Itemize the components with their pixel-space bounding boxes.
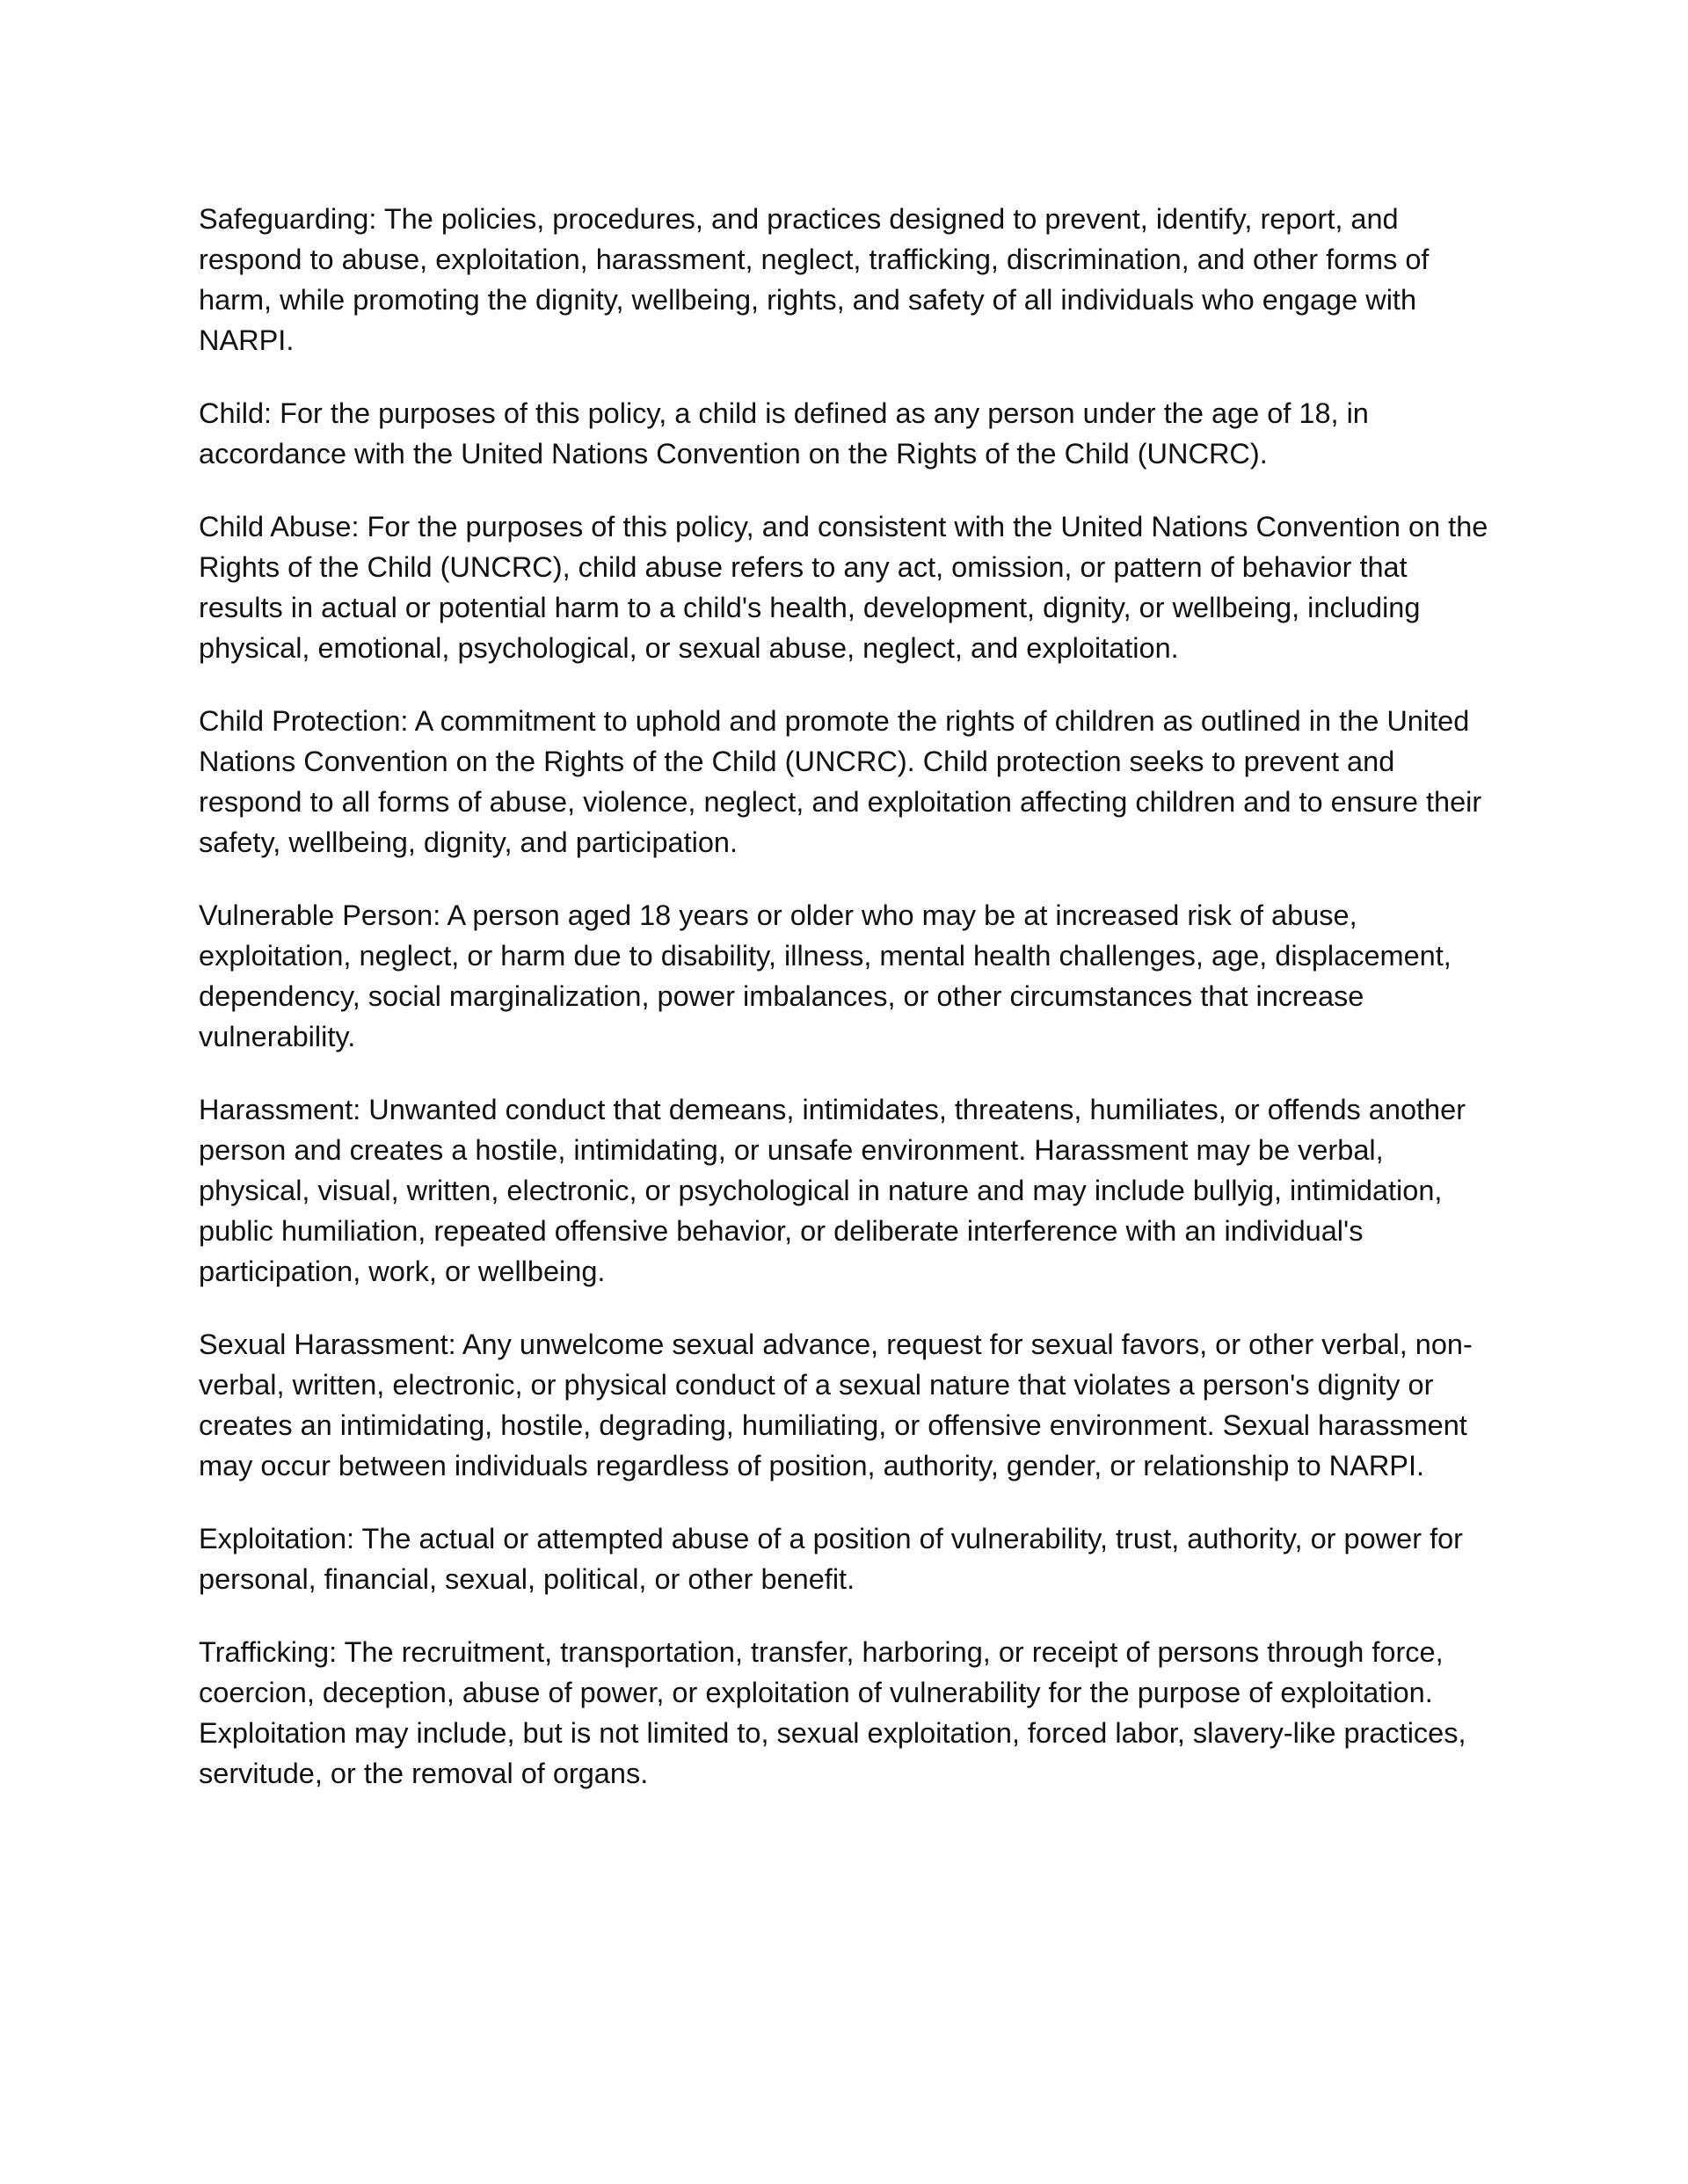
definition-exploitation: Exploitation: The actual or attempted abuse of a position of vulnerability, trust, authority, or power for personal, financial, sexual, political, or other benefit.	[199, 1523, 1463, 1595]
definition-safeguarding: Safeguarding: The policies, procedures, and practices designed to prevent, identify, report, and respond to abuse, exploitation, harassment, neglect, trafficking, discrimination, and other forms of harm, while promoting the dignity, wellbeing, rights, and safety of all individuals who engage with NARPI.	[199, 203, 1430, 356]
definition-child-abuse: Child Abuse: For the purposes of this policy, and consistent with the United Nations Convention on the Rights of the Child (UNCRC), child abuse refers to any act, omission, or pattern of behavior that results in actual or potential harm to a child's health, development, dignity, or wellbeing, including physical, emotional, psychological, or sexual abuse, neglect, and exploitation.	[199, 511, 1488, 664]
document-body	[199, 199, 1491, 1794]
definition-child: Child: For the purposes of this policy, a child is defined as any person under the age of 18, in accordance with the United Nations Convention on the Rights of the Child (UNCRC).	[199, 397, 1369, 470]
definition-harassment: Harassment: Unwanted conduct that demeans, intimidates, threatens, humiliates, or offends another person and creates a hostile, intimidating, or unsafe environment. Harassment may be verbal, physical, visual, written, electronic, or psychological in nature and may include bullyig, intimidation, public humiliation, repeated offensive behavior, or deliberate interference with an individual's participation, work, or wellbeing.	[199, 1094, 1466, 1287]
definition-child-protection: Child Protection: A commitment to uphold and promote the rights of children as outlined in the United Nations Convention on the Rights of the Child (UNCRC). Child protection seeks to prevent and respond to all forms of abuse, violence, neglect, and exploitation affecting children and to ensure their safety, wellbeing, dignity, and participation.	[199, 705, 1482, 858]
definition-trafficking: Trafficking: The recruitment, transportation, transfer, harboring, or receipt of persons through force, coercion, deception, abuse of power, or exploitation of vulnerability for the purpose of exploitation. Exploitation may include, but is not limited to, sexual exploitation, forced labor, slavery-like practices, servitude, or the removal of organs.	[199, 1636, 1466, 1789]
definition-vulnerable-person: Vulnerable Person: A person aged 18 years or older who may be at increased risk of abuse, exploitation, neglect, or harm due to disability, illness, mental health challenges, age, displacement, dependency, social marginalization, power imbalances, or other circumstances that increase vulnerability.	[199, 899, 1452, 1052]
definition-sexual-harassment: Sexual Harassment: Any unwelcome sexual advance, request for sexual favors, or other verbal, non-verbal, written, electronic, or physical conduct of a sexual nature that violates a person's dignity or creates an intimidating, hostile, degrading, humiliating, or offensive environment. Sexual harassment may occur between individuals regardless of position, authority, gender, or relationship to NARPI.	[199, 1329, 1473, 1481]
